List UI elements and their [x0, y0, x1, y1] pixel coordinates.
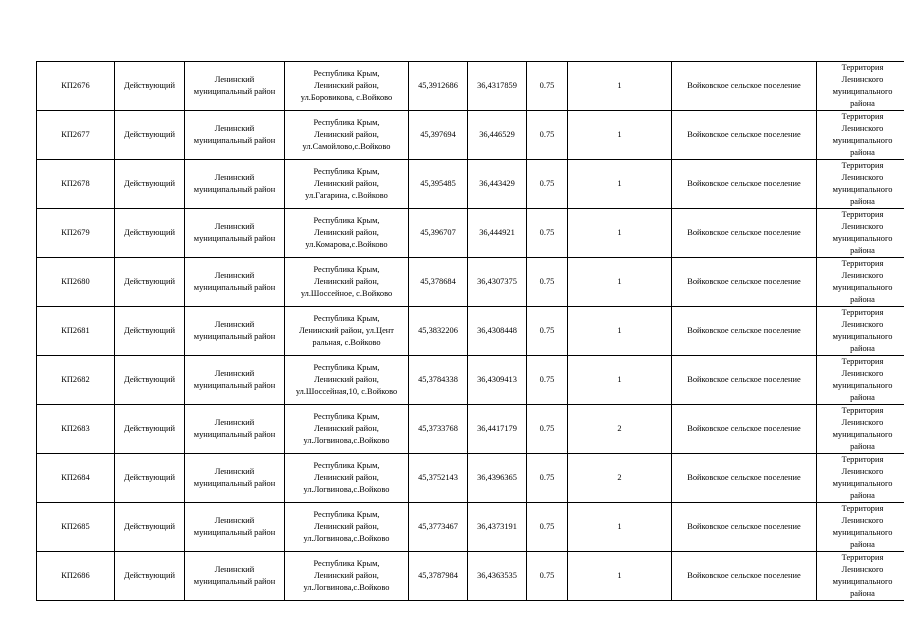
address-line: Республика Крым,	[313, 461, 380, 470]
territory-line: района	[850, 148, 875, 157]
latitude-cell: 45,3733768	[409, 405, 468, 454]
table-row	[37, 258, 904, 307]
longitude-cell: 36,4307375	[468, 258, 527, 307]
territory-line: муниципального	[832, 332, 893, 341]
latitude-cell: 45,3773467	[409, 503, 468, 552]
volume-cell: 0.75	[527, 503, 568, 552]
site-code-cell: КП2676	[37, 62, 115, 111]
territory-line: района	[850, 442, 875, 451]
status-cell: Действующий	[115, 258, 185, 307]
volume-cell: 0.75	[527, 258, 568, 307]
status-cell: Действующий	[115, 405, 185, 454]
container-count-cell: 1	[568, 503, 672, 552]
territory-line: Территория	[841, 210, 884, 219]
territory-line: Ленинского	[841, 75, 884, 84]
address-line: Республика Крым,	[313, 510, 380, 519]
territory-line: Территория	[841, 63, 884, 72]
container-count-cell: 1	[568, 356, 672, 405]
settlement-cell: Войковское сельское поселение	[672, 258, 817, 307]
longitude-cell: 36,4363535	[468, 552, 527, 601]
address-line: ул.Шоссейное, с.Войково	[300, 289, 393, 298]
status-cell: Действующий	[115, 111, 185, 160]
territory-line: Территория	[841, 553, 884, 562]
site-code-cell: КП2678	[37, 160, 115, 209]
territory-line: Ленинского	[841, 173, 884, 182]
table-row	[37, 111, 904, 160]
territory-line: Территория	[841, 308, 884, 317]
territory-line: муниципального	[832, 136, 893, 145]
territory-line: района	[850, 589, 875, 598]
status-cell: Действующий	[115, 454, 185, 503]
address-line: Республика Крым,	[313, 265, 380, 274]
address-cell	[285, 454, 409, 503]
volume-cell: 0.75	[527, 307, 568, 356]
territory-cell	[817, 160, 904, 209]
address-line: Республика Крым,	[313, 412, 380, 421]
settlement-cell: Войковское сельское поселение	[672, 405, 817, 454]
territory-line: района	[850, 197, 875, 206]
volume-cell: 0.75	[527, 62, 568, 111]
territory-line: района	[850, 540, 875, 549]
container-count-cell: 1	[568, 62, 672, 111]
territory-line: муниципального	[832, 528, 893, 537]
site-code-cell: КП2683	[37, 405, 115, 454]
territory-line: Ленинского	[841, 369, 884, 378]
territory-cell	[817, 307, 904, 356]
territory-line: Ленинского	[841, 467, 884, 476]
address-line: Ленинский район,	[314, 277, 379, 286]
table-row	[37, 356, 904, 405]
municipality-cell: Ленинский муниципальный район	[185, 356, 285, 405]
address-line: ул.Самойлово,с.Войково	[302, 142, 391, 151]
container-count-cell: 1	[568, 552, 672, 601]
container-count-cell: 1	[568, 307, 672, 356]
territory-line: Ленинского	[841, 320, 884, 329]
territory-line: района	[850, 246, 875, 255]
address-line: Республика Крым,	[313, 118, 380, 127]
settlement-cell: Войковское сельское поселение	[672, 160, 817, 209]
volume-cell: 0.75	[527, 454, 568, 503]
territory-line: района	[850, 99, 875, 108]
latitude-cell: 45,3787984	[409, 552, 468, 601]
volume-cell: 0.75	[527, 552, 568, 601]
municipality-cell: Ленинский муниципальный район	[185, 552, 285, 601]
table-row	[37, 307, 904, 356]
territory-cell	[817, 62, 904, 111]
address-line: Республика Крым,	[313, 559, 380, 568]
address-line: ул.Шоссейная,10, с.Войково	[295, 387, 398, 396]
territory-line: муниципального	[832, 87, 893, 96]
container-count-cell: 1	[568, 209, 672, 258]
address-line: ул.Логвинова,с.Войково	[303, 485, 390, 494]
settlement-cell: Войковское сельское поселение	[672, 503, 817, 552]
site-code-cell: КП2679	[37, 209, 115, 258]
settlement-cell: Войковское сельское поселение	[672, 552, 817, 601]
status-cell: Действующий	[115, 62, 185, 111]
territory-line: Ленинского	[841, 222, 884, 231]
site-code-cell: КП2677	[37, 111, 115, 160]
municipality-cell: Ленинский муниципальный район	[185, 209, 285, 258]
territory-line: муниципального	[832, 577, 893, 586]
longitude-cell: 36,4396365	[468, 454, 527, 503]
municipality-cell: Ленинский муниципальный район	[185, 258, 285, 307]
settlement-cell: Войковское сельское поселение	[672, 209, 817, 258]
territory-line: Территория	[841, 406, 884, 415]
longitude-cell: 36,4373191	[468, 503, 527, 552]
territory-line: района	[850, 295, 875, 304]
address-line: Ленинский район,	[314, 473, 379, 482]
site-code-cell: КП2686	[37, 552, 115, 601]
settlement-cell: Войковское сельское поселение	[672, 111, 817, 160]
territory-line: Ленинского	[841, 418, 884, 427]
municipality-cell: Ленинский муниципальный район	[185, 160, 285, 209]
territory-line: Ленинского	[841, 124, 884, 133]
address-cell	[285, 209, 409, 258]
territory-line: Территория	[841, 357, 884, 366]
territory-cell	[817, 356, 904, 405]
settlement-cell: Войковское сельское поселение	[672, 62, 817, 111]
table-row	[37, 62, 904, 111]
municipality-cell: Ленинский муниципальный район	[185, 503, 285, 552]
status-cell: Действующий	[115, 307, 185, 356]
latitude-cell: 45,3784338	[409, 356, 468, 405]
table-row	[37, 454, 904, 503]
municipality-cell: Ленинский муниципальный район	[185, 111, 285, 160]
territory-cell	[817, 552, 904, 601]
address-line: Ленинский район,	[314, 522, 379, 531]
table-row	[37, 209, 904, 258]
territory-line: Территория	[841, 259, 884, 268]
address-cell	[285, 552, 409, 601]
site-code-cell: КП2680	[37, 258, 115, 307]
table-row	[37, 405, 904, 454]
territory-line: муниципального	[832, 234, 893, 243]
territory-line: муниципального	[832, 283, 893, 292]
address-cell	[285, 160, 409, 209]
municipality-cell: Ленинский муниципальный район	[185, 454, 285, 503]
territory-cell	[817, 209, 904, 258]
address-line: Республика Крым,	[313, 314, 380, 323]
territory-line: Территория	[841, 455, 884, 464]
address-cell	[285, 111, 409, 160]
address-line: Ленинский район,	[314, 81, 379, 90]
address-line: Ленинский район,	[314, 424, 379, 433]
territory-line: муниципального	[832, 381, 893, 390]
latitude-cell: 45,395485	[409, 160, 468, 209]
territory-line: района	[850, 393, 875, 402]
table-row	[37, 552, 904, 601]
status-cell: Действующий	[115, 503, 185, 552]
address-line: ул.Логвинова,с.Войково	[303, 583, 390, 592]
address-cell	[285, 405, 409, 454]
territory-line: муниципального	[832, 430, 893, 439]
address-line: Ленинский район,	[314, 375, 379, 384]
site-code-cell: КП2685	[37, 503, 115, 552]
address-line: ул.Логвинова,с.Войково	[303, 534, 390, 543]
latitude-cell: 45,3912686	[409, 62, 468, 111]
status-cell: Действующий	[115, 209, 185, 258]
territory-line: района	[850, 344, 875, 353]
volume-cell: 0.75	[527, 356, 568, 405]
volume-cell: 0.75	[527, 111, 568, 160]
territory-cell	[817, 405, 904, 454]
status-cell: Действующий	[115, 356, 185, 405]
address-line: Республика Крым,	[313, 69, 380, 78]
longitude-cell: 36,4309413	[468, 356, 527, 405]
latitude-cell: 45,3752143	[409, 454, 468, 503]
volume-cell: 0.75	[527, 405, 568, 454]
address-cell	[285, 356, 409, 405]
longitude-cell: 36,4417179	[468, 405, 527, 454]
address-cell	[285, 258, 409, 307]
latitude-cell: 45,397694	[409, 111, 468, 160]
container-sites-table	[36, 61, 904, 601]
longitude-cell: 36,443429	[468, 160, 527, 209]
territory-line: Территория	[841, 504, 884, 513]
latitude-cell: 45,396707	[409, 209, 468, 258]
address-cell	[285, 62, 409, 111]
status-cell: Действующий	[115, 552, 185, 601]
territory-line: Территория	[841, 112, 884, 121]
address-line: ул.Логвинова,с.Войково	[303, 436, 390, 445]
container-count-cell: 1	[568, 111, 672, 160]
address-line: Ленинский район,	[314, 228, 379, 237]
table-row	[37, 160, 904, 209]
address-line: Ленинский район,	[314, 179, 379, 188]
territory-line: Территория	[841, 161, 884, 170]
longitude-cell: 36,4308448	[468, 307, 527, 356]
territory-line: муниципального	[832, 479, 893, 488]
territory-line: муниципального	[832, 185, 893, 194]
municipality-cell: Ленинский муниципальный район	[185, 307, 285, 356]
address-line: Республика Крым,	[313, 167, 380, 176]
territory-cell	[817, 454, 904, 503]
container-count-cell: 2	[568, 454, 672, 503]
longitude-cell: 36,444921	[468, 209, 527, 258]
address-cell	[285, 307, 409, 356]
table-row	[37, 503, 904, 552]
address-cell	[285, 503, 409, 552]
address-line: Ленинский район, ул.Цент	[299, 326, 394, 335]
territory-cell	[817, 258, 904, 307]
site-code-cell: КП2681	[37, 307, 115, 356]
longitude-cell: 36,4317859	[468, 62, 527, 111]
table-body	[37, 62, 904, 601]
volume-cell: 0.75	[527, 160, 568, 209]
territory-cell	[817, 503, 904, 552]
site-code-cell: КП2682	[37, 356, 115, 405]
address-line: Ленинский район,	[314, 130, 379, 139]
address-line: Ленинский район,	[314, 571, 379, 580]
settlement-cell: Войковское сельское поселение	[672, 454, 817, 503]
container-count-cell: 1	[568, 160, 672, 209]
latitude-cell: 45,3832206	[409, 307, 468, 356]
municipality-cell: Ленинский муниципальный район	[185, 62, 285, 111]
address-line: ул.Боровикова, с.Войково	[300, 93, 393, 102]
address-line: ральная, с.Войково	[312, 338, 381, 347]
container-count-cell: 2	[568, 405, 672, 454]
latitude-cell: 45,378684	[409, 258, 468, 307]
territory-line: Ленинского	[841, 565, 884, 574]
address-line: ул.Комарова,с.Войково	[305, 240, 388, 249]
settlement-cell: Войковское сельское поселение	[672, 356, 817, 405]
address-line: Республика Крым,	[313, 363, 380, 372]
longitude-cell: 36,446529	[468, 111, 527, 160]
address-line: Республика Крым,	[313, 216, 380, 225]
status-cell: Действующий	[115, 160, 185, 209]
territory-line: Ленинского	[841, 516, 884, 525]
territory-line: Ленинского	[841, 271, 884, 280]
municipality-cell: Ленинский муниципальный район	[185, 405, 285, 454]
territory-line: района	[850, 491, 875, 500]
settlement-cell: Войковское сельское поселение	[672, 307, 817, 356]
territory-cell	[817, 111, 904, 160]
volume-cell: 0.75	[527, 209, 568, 258]
container-count-cell: 1	[568, 258, 672, 307]
address-line: ул.Гагарина, с.Войково	[305, 191, 388, 200]
site-code-cell: КП2684	[37, 454, 115, 503]
